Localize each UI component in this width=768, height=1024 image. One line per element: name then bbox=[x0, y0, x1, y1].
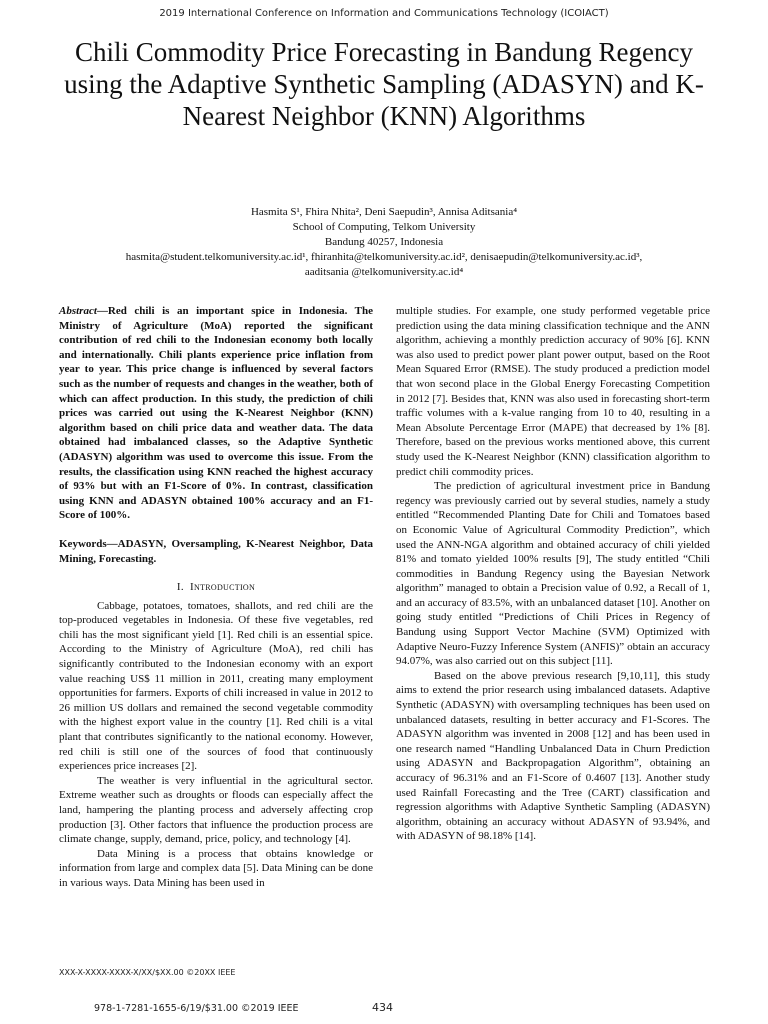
abstract-label: Abstract bbox=[59, 305, 97, 317]
copyright-placeholder: XXX-X-XXXX-XXXX-X/XX/$XX.00 ©20XX IEEE bbox=[59, 968, 236, 977]
intro-paragraph-1: Cabbage, potatoes, tomatoes, shallots, and red chili are the top-produced vegetables in Indonesia. Of these five vegetables, red chili has the most significant yield [1]. Red chili is an essential spice. According to the Ministry of Agriculture (MoA), red chili has significantly contributed to the Indonesian economy with an export value reaching US$ 11 million in 2011, creating many employment opportunities for farmers. Exports of chili increased in value in 2012 to 26 million US dollars and remained the second vegetable commodity with the highest export value in the country [1]. Red chili is a vital plant that contributes significantly to the national economy. However, red chili is still one of the sources of food that continuously experiences price increases [2]. bbox=[59, 599, 373, 773]
intro-paragraph-5: Based on the above previous research [9,10,11], this study aims to extend the prior research using imbalanced datasets. Adaptive Synthetic (ADASYN) with oversampling techniques has been used on unbalanced datasets, resulting in better accuracy and F1-Scores. The ADASYN algorithm was invented in 2008 [12] and has been used in one research named “Handling Unbalanced Data in Churn Prediction using ADASYN and Backpropagation Algorithm”, obtaining an accuracy of 96.31% and an F1-Score of 0.4607 [13]. Another study used Rainfall Forecasting and the Tree (CART) classification and regression algorithms with Adaptive Synthetic Sampling (ADASYN) algorithm, obtaining an accuracy without ADASYN of 93.94%, and with ADASYN of 98.18% [14]. bbox=[396, 669, 710, 843]
intro-paragraph-3: Data Mining is a process that obtains knowledge or information from large and complex data [5]. Data Mining can be done in various ways. Data Mining has been used in bbox=[59, 847, 373, 889]
intro-paragraph-2: The weather is very influential in the agricultural sector. Extreme weather such as droughts or floods can especially affect the land, hampering the planting process and adversely affecting crop production [3]. Other factors that influence the production process are climate change, supply, demand, price, policy, and technology [4]. bbox=[59, 774, 373, 846]
author-emails: hasmita@student.telkomuniversity.ac.id¹, fhiranhita@telkomuniversity.ac.id², denisaepudin@telkomuniversity.ac.id³, bbox=[125, 251, 643, 263]
page-number: 434 bbox=[372, 1001, 393, 1014]
city-address: Bandung 40257, Indonesia bbox=[324, 236, 444, 248]
abstract-text: —Red chili is an important spice in Indonesia. The Ministry of Agriculture (MoA) reported the significant contribution of red chili to the Indonesian economy both locally and internationally. Chili plants experience price inflation from year to year. This price change is influenced by several factors such as the number of requests and changes in the weather, both of which can affect production. In this study, the prediction of chili prices was carried out using the K-Nearest Neighbor (KNN) algorithm based on chili price data and weather data. The data obtained had imbalanced classes, so the Adaptive Synthetic (ADASYN) algorithm was used to overcome this issue. From the results, the classification using KNN reached the highest accuracy of 93% but with an F1-Score of 0%. In contrast, classification using KNN and ADASYN obtained 100% accuracy and an F1-Score of 100%. bbox=[59, 305, 373, 522]
paper-title: Chili Commodity Price Forecasting in Bandung Regency using the Adaptive Synthetic Sampling (ADASYN) and K-Nearest Neighbor (KNN) Algorithms bbox=[64, 37, 704, 131]
affiliation: School of Computing, Telkom University bbox=[292, 221, 476, 233]
section-heading-introduction bbox=[59, 580, 373, 595]
section-title: Introduction bbox=[190, 581, 256, 594]
intro-paragraph-3-continued: multiple studies. For example, one study performed vegetable price prediction using the data mining classification technique and the ANN algorithm, achieving a monthly prediction accuracy of 90% [6]. KNN was also used to predict power plant power output, based on the Root Mean Squared Error (RMSE). The study produced a prediction model that won second place in the Global Energy Forecasting Competition in 2012 [7]. Besides that, KNN was also used in forecasting short-term traffic volumes with a k-value ranging from 10 to 40, resulting in a Mean Absolute Percentage Error (MAPE) that decreased by 1% [8]. Therefore, based on the previous works mentioned above, this current study used the K-Nearest Neighbor (KNN) classification algorithm to predict chili commodity prices. bbox=[396, 305, 710, 478]
left-column bbox=[59, 304, 373, 891]
author-block bbox=[20, 205, 748, 280]
isbn-footer: 978-1-7281-1655-6/19/$31.00 ©2019 IEEE bbox=[94, 1003, 299, 1014]
author-names: Hasmita S¹, Fhira Nhita², Deni Saepudin³, Annisa Aditsania⁴ bbox=[250, 206, 518, 218]
abstract bbox=[59, 304, 373, 523]
author-emails-continued: aaditsania @telkomuniversity.ac.id⁴ bbox=[304, 266, 464, 278]
section-number: I. bbox=[176, 581, 184, 594]
keywords: Keywords—ADASYN, Oversampling, K-Nearest Neighbor, Data Mining, Forecasting. bbox=[59, 537, 373, 565]
right-column bbox=[396, 304, 710, 844]
intro-paragraph-4: The prediction of agricultural investment price in Bandung regency was previously carried out by several studies, namely a study entitled “Recommended Planting Date for Chili and Tomatoes based on Economic Value of Agricultural Commodity Prediction”, which used the ANN-NGA algorithm and obtained accuracy of chili yielded 81% and tomato yielded 100% results [9], The study entitled “Chili commodities in Bandung Regency using the Bayesian Network algorithm” managed to obtain a Precision value of 0.92, a Recall of 1, and an accuracy of 83.5%, with an unbalanced dataset [10]. Another on going study entitled “Predictions of Chili Prices in Regency of Bandung using Support Vector Machine (SVM) Optimized with Adaptive Neuro-Fuzzy Inference System (ANFIS)” obtain an accuracy 94.07%, was also carried out on this subject [11]. bbox=[396, 480, 710, 668]
conference-header: 2019 International Conference on Information and Communications Technology (ICOIACT) bbox=[159, 8, 609, 19]
